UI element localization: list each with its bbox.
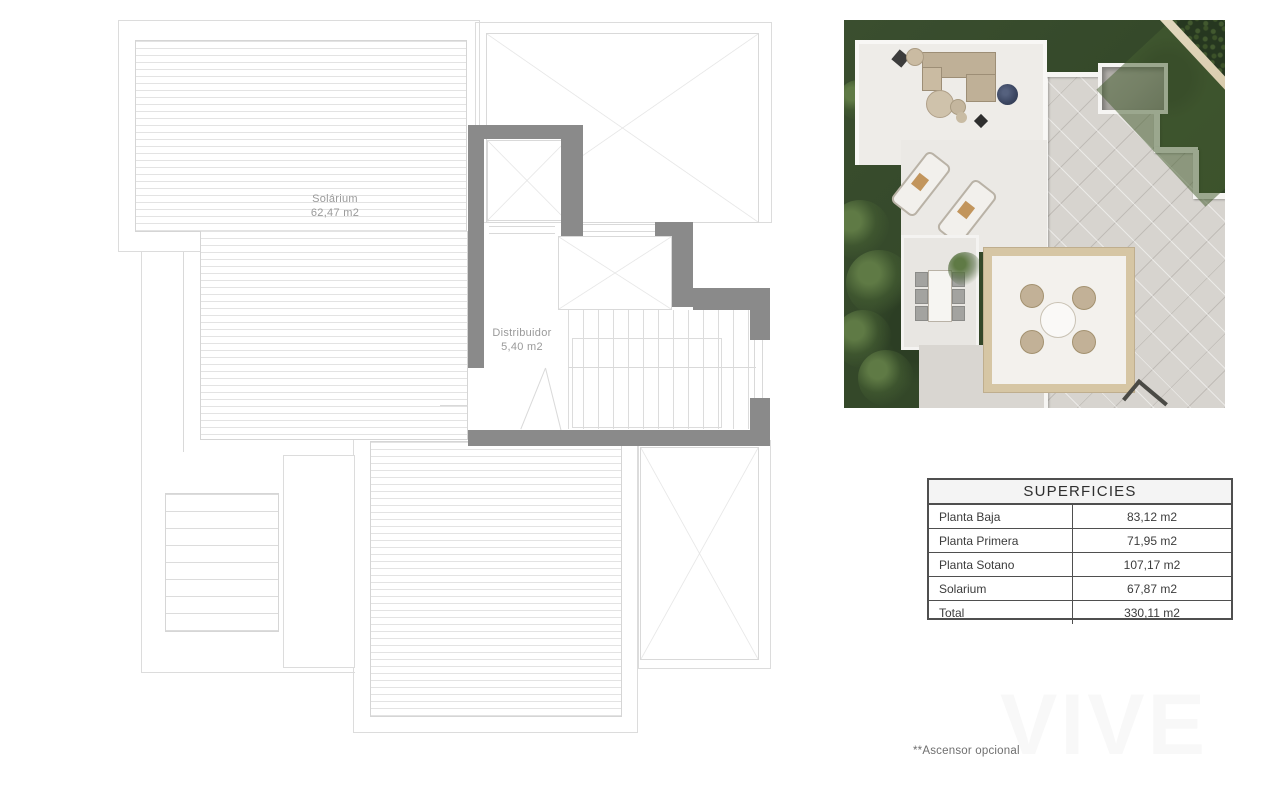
footnote-text: **Ascensor opcional xyxy=(913,745,1020,757)
wall-step-b xyxy=(672,236,693,307)
pouf xyxy=(956,112,967,123)
corridor-door-line-2 xyxy=(583,231,655,232)
wall-step-a xyxy=(655,222,693,236)
stair-direction-arrow xyxy=(520,368,546,430)
balcony-plant xyxy=(948,252,982,286)
dining-chair xyxy=(915,272,928,287)
patio-chair xyxy=(1072,286,1096,310)
row-value: 330,11 m2 xyxy=(1124,605,1180,620)
superficies-table xyxy=(927,478,1233,620)
pouf xyxy=(906,48,924,66)
sofa-chaise xyxy=(922,67,942,91)
window-right-line-2 xyxy=(762,340,763,398)
row-value: 83,12 m2 xyxy=(1126,509,1178,524)
solarium-area: 62,47 m2 xyxy=(310,207,360,219)
patio-chair xyxy=(1020,284,1044,308)
stair-landing-outline xyxy=(572,338,722,428)
patio-table xyxy=(1040,302,1076,338)
solarium-name: Solárium xyxy=(312,193,358,205)
lounger-towel xyxy=(911,173,929,191)
roof-void-bottom-right xyxy=(640,447,759,660)
patio-chair xyxy=(1020,330,1044,354)
stair-direction-arrow-2 xyxy=(545,368,562,432)
row-label: Planta Sotano xyxy=(929,553,1073,576)
solarium-deck-extension xyxy=(200,231,468,440)
table-row xyxy=(929,601,1231,624)
table-title: SUPERFICIES xyxy=(929,480,1231,505)
brand-watermark: VIVE xyxy=(1000,677,1208,773)
table-row xyxy=(929,505,1231,529)
aerial-render-photo xyxy=(844,20,1225,408)
stair-mid-line xyxy=(568,367,756,368)
wall-right-lower xyxy=(750,398,770,431)
row-label: Solarium xyxy=(929,577,1073,600)
sofa-right xyxy=(966,74,996,102)
stair-skylight xyxy=(558,236,672,310)
row-label: Planta Primera xyxy=(929,529,1073,552)
window-right-line xyxy=(754,340,755,398)
plan-outline-step-line xyxy=(183,252,184,452)
table-row xyxy=(929,553,1231,577)
dining-chair xyxy=(915,289,928,304)
plant-pot-navy xyxy=(997,84,1018,105)
wall-bottom xyxy=(468,430,770,446)
corridor-door-line xyxy=(583,224,655,225)
lounger-towel xyxy=(957,201,975,219)
dining-chair xyxy=(915,306,928,321)
distribuidor-area: 5,40 m2 xyxy=(501,341,543,353)
elevator-door-line xyxy=(489,226,555,227)
bush xyxy=(858,350,914,406)
exterior-stairs xyxy=(165,493,279,632)
lower-roof-deck xyxy=(370,441,622,717)
dining-table xyxy=(928,270,952,322)
deck-edge-line xyxy=(440,405,468,406)
dining-chair xyxy=(952,289,965,304)
wall-elevator-top xyxy=(468,125,583,139)
planter-strip xyxy=(283,455,355,668)
dining-chair xyxy=(952,306,965,321)
row-value: 67,87 m2 xyxy=(1126,581,1178,596)
solarium-label xyxy=(280,192,390,220)
distribuidor-label xyxy=(467,326,577,354)
elevator-door-line-2 xyxy=(489,233,555,234)
wall-right-upper xyxy=(750,310,770,340)
row-label: Total xyxy=(929,601,1073,624)
distribuidor-name: Distribuidor xyxy=(492,327,552,339)
patio-chair xyxy=(1072,330,1096,354)
table-row xyxy=(929,577,1231,601)
table-row xyxy=(929,529,1231,553)
row-label: Planta Baja xyxy=(929,505,1073,528)
row-value: 107,17 m2 xyxy=(1123,557,1181,572)
elevator-shaft xyxy=(487,140,567,221)
wall-step-c xyxy=(693,288,770,310)
parapet-edge xyxy=(1043,72,1105,77)
row-value: 71,95 m2 xyxy=(1126,533,1178,548)
wall-elevator-right xyxy=(561,139,583,236)
